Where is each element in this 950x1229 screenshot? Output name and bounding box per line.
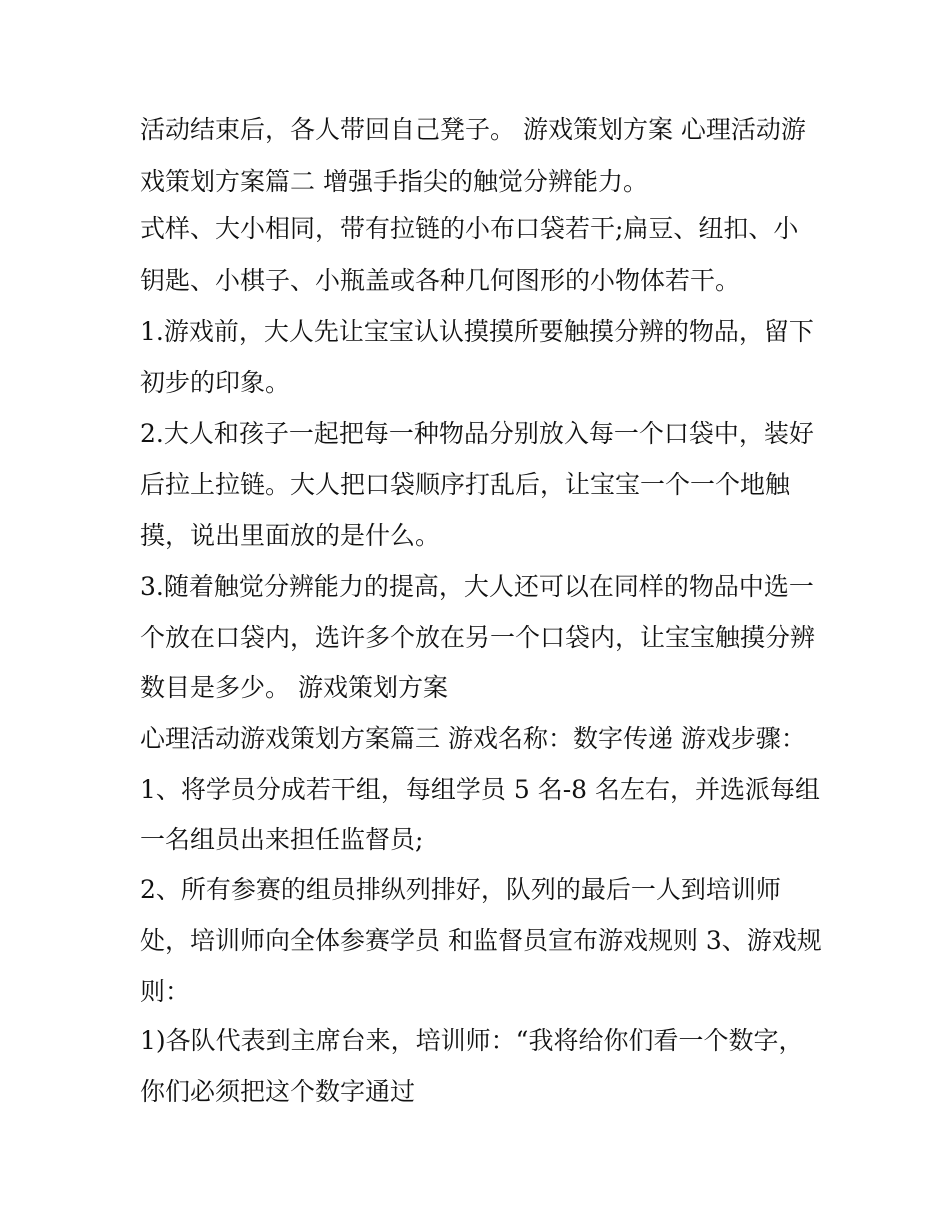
text-line: 1.游戏前，大人先让宝宝认认摸摸所要触摸分辨的物品，留下 bbox=[140, 317, 814, 346]
text-line: 钥匙、小棋子、小瓶盖或各种几何图形的小物体若干。 bbox=[140, 266, 741, 295]
text-line: 处，培训师向全体参赛学员 和监督员宣布游戏规则 3、游戏规 bbox=[140, 926, 822, 955]
text-line: 则： bbox=[140, 977, 191, 1006]
text-line: 2、所有参赛的组员排纵列排好，队列的最后一人到培训师 bbox=[140, 875, 781, 904]
text-line: 个放在口袋内，选许多个放在另一个口袋内，让宝宝触摸分辨 bbox=[140, 623, 816, 652]
text-line: 活动结束后，各人带回自己凳子。 游戏策划方案 心理活动游 bbox=[140, 115, 806, 144]
text-line: 心理活动游戏策划方案篇三 游戏名称：数字传递 游戏步骤： bbox=[140, 724, 806, 753]
text-line: 式样、大小相同，带有拉链的小布口袋若干;扁豆、纽扣、小 bbox=[140, 214, 799, 243]
text-line: 戏策划方案篇二 增强手指尖的触觉分辨能力。 bbox=[140, 167, 648, 196]
text-line: 数目是多少。 游戏策划方案 bbox=[140, 673, 448, 702]
text-line: 2.大人和孩子一起把每一种物品分别放入每一个口袋中，装好 bbox=[140, 419, 814, 448]
text-line: 一名组员出来担任监督员; bbox=[140, 825, 424, 854]
text-line: 你们必须把这个数字通过 bbox=[140, 1077, 416, 1106]
text-line: 初步的印象。 bbox=[140, 368, 291, 397]
text-line: 1、将学员分成若干组，每组学员 5 名-8 名左右，并选派每组 bbox=[140, 775, 821, 804]
text-line: 1)各队代表到主席台来，培训师：“我将给你们看一个数字， bbox=[140, 1026, 804, 1055]
text-line: 3.随着触觉分辨能力的提高，大人还可以在同样的物品中选一 bbox=[140, 572, 814, 601]
text-line: 后拉上拉链。大人把口袋顺序打乱后，让宝宝一个一个地触 bbox=[140, 470, 791, 499]
text-line: 摸，说出里面放的是什么。 bbox=[140, 521, 441, 550]
